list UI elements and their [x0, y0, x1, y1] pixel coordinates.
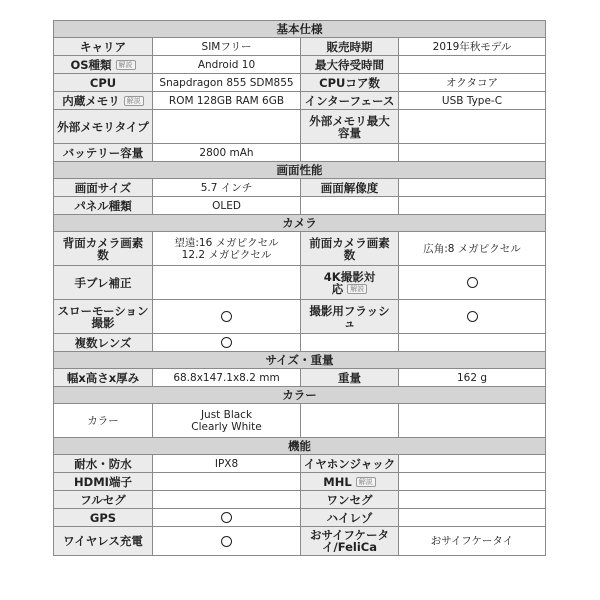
circle-mark-icon	[221, 311, 232, 322]
multi-lens-label: 複数レンズ	[54, 334, 153, 352]
gps-label: GPS	[54, 509, 153, 527]
flash-value	[399, 300, 546, 334]
os-value: Android 10	[153, 56, 301, 74]
wireless-charging-value	[153, 527, 301, 556]
battery-label: バッテリー容量	[54, 144, 153, 162]
waterproof-value: IPX8	[153, 455, 301, 473]
stabilization-label: 手ブレ補正	[54, 266, 153, 300]
empty-cell	[399, 144, 546, 162]
empty-cell	[301, 334, 399, 352]
circle-mark-icon	[221, 337, 232, 348]
4k-recording-label	[301, 266, 399, 300]
ext-memory-max-value	[399, 110, 546, 144]
4k-recording-value	[399, 266, 546, 300]
color-label: カラー	[54, 404, 153, 438]
circle-mark-icon	[467, 311, 478, 322]
fullseg-value	[153, 491, 301, 509]
spec-table	[53, 20, 546, 556]
memory-value: ROM 128GB RAM 6GB	[153, 92, 301, 110]
cpu-value: Snapdragon 855 SDM855	[153, 74, 301, 92]
circle-mark-icon	[221, 512, 232, 523]
empty-cell	[399, 334, 546, 352]
flash-label: 撮影用フラッシ ュ	[301, 300, 399, 334]
dimensions-label: 幅x高さx厚み	[54, 369, 153, 387]
os-label	[54, 56, 153, 74]
cpu-cores-label: CPUコア数	[301, 74, 399, 92]
section-header-camera: カメラ	[54, 215, 546, 232]
front-camera-label: 前面カメラ画素 数	[301, 232, 399, 266]
slowmo-value	[153, 300, 301, 334]
mhl-value	[399, 473, 546, 491]
screen-resolution-value	[399, 179, 546, 197]
memory-label	[54, 92, 153, 110]
ext-memory-type-value	[153, 110, 301, 144]
earphone-jack-label: イヤホンジャック	[301, 455, 399, 473]
mhl-label	[301, 473, 399, 491]
wireless-charging-label: ワイヤレス充電	[54, 527, 153, 556]
interface-value: USB Type-C	[399, 92, 546, 110]
panel-type-label: パネル種類	[54, 197, 153, 215]
hires-value	[399, 509, 546, 527]
memory-label-text: 内蔵メモリ	[62, 93, 120, 108]
stabilization-value	[153, 266, 301, 300]
ext-memory-max-label: 外部メモリ最大 容量	[301, 110, 399, 144]
hdmi-value	[153, 473, 301, 491]
fullseg-label: フルセグ	[54, 491, 153, 509]
os-explain-badge[interactable]: 解説	[116, 60, 136, 70]
cpu-label: CPU	[54, 74, 153, 92]
circle-mark-icon	[221, 536, 232, 547]
empty-cell	[399, 197, 546, 215]
os-label-text: OS種類	[70, 57, 112, 72]
panel-type-value: OLED	[153, 197, 301, 215]
ext-memory-type-label: 外部メモリタイプ	[54, 110, 153, 144]
circle-mark-icon	[467, 277, 478, 288]
standby-value	[399, 56, 546, 74]
gps-value	[153, 509, 301, 527]
screen-resolution-label: 画面解像度	[301, 179, 399, 197]
color-value: Just Black Clearly White	[153, 404, 301, 438]
cpu-cores-value: オクタコア	[399, 74, 546, 92]
dimensions-value: 68.8x147.1x8.2 mm	[153, 369, 301, 387]
hires-label: ハイレゾ	[301, 509, 399, 527]
osaifu-value: おサイフケータイ	[399, 527, 546, 556]
earphone-jack-value	[399, 455, 546, 473]
battery-value: 2800 mAh	[153, 144, 301, 162]
empty-cell	[399, 404, 546, 438]
section-header-size: サイズ・重量	[54, 352, 546, 369]
interface-label: インターフェース	[301, 92, 399, 110]
screen-size-value: 5.7 インチ	[153, 179, 301, 197]
carrier-label: キャリア	[54, 38, 153, 56]
osaifu-label: おサイフケータ イ/FeliCa	[301, 527, 399, 556]
section-header-screen: 画面性能	[54, 162, 546, 179]
release-value: 2019年秋モデル	[399, 38, 546, 56]
carrier-value: SIMフリー	[153, 38, 301, 56]
standby-label: 最大待受時間	[301, 56, 399, 74]
section-header-basic: 基本仕様	[54, 21, 546, 38]
empty-cell	[301, 404, 399, 438]
mhl-explain-badge[interactable]: 解説	[356, 477, 376, 487]
mhl-label-text: MHL	[323, 474, 352, 489]
empty-cell	[301, 144, 399, 162]
oneseg-label: ワンセグ	[301, 491, 399, 509]
waterproof-label: 耐水・防水	[54, 455, 153, 473]
memory-explain-badge[interactable]: 解説	[124, 96, 144, 106]
rear-camera-value: 望遠:16 メガピクセル 12.2 メガピクセル	[153, 232, 301, 266]
rear-camera-label: 背面カメラ画素 数	[54, 232, 153, 266]
weight-value: 162 g	[399, 369, 546, 387]
multi-lens-value	[153, 334, 301, 352]
section-header-features: 機能	[54, 438, 546, 455]
slowmo-label: スローモーション 撮影	[54, 300, 153, 334]
section-header-color: カラー	[54, 387, 546, 404]
screen-size-label: 画面サイズ	[54, 179, 153, 197]
weight-label: 重量	[301, 369, 399, 387]
release-label: 販売時期	[301, 38, 399, 56]
front-camera-value: 広角:8 メガピクセル	[399, 232, 546, 266]
hdmi-label: HDMI端子	[54, 473, 153, 491]
oneseg-value	[399, 491, 546, 509]
4k-recording-label-text: 4K撮影対 応	[323, 269, 376, 296]
empty-cell	[301, 197, 399, 215]
4k-explain-badge[interactable]: 解説	[347, 284, 367, 294]
